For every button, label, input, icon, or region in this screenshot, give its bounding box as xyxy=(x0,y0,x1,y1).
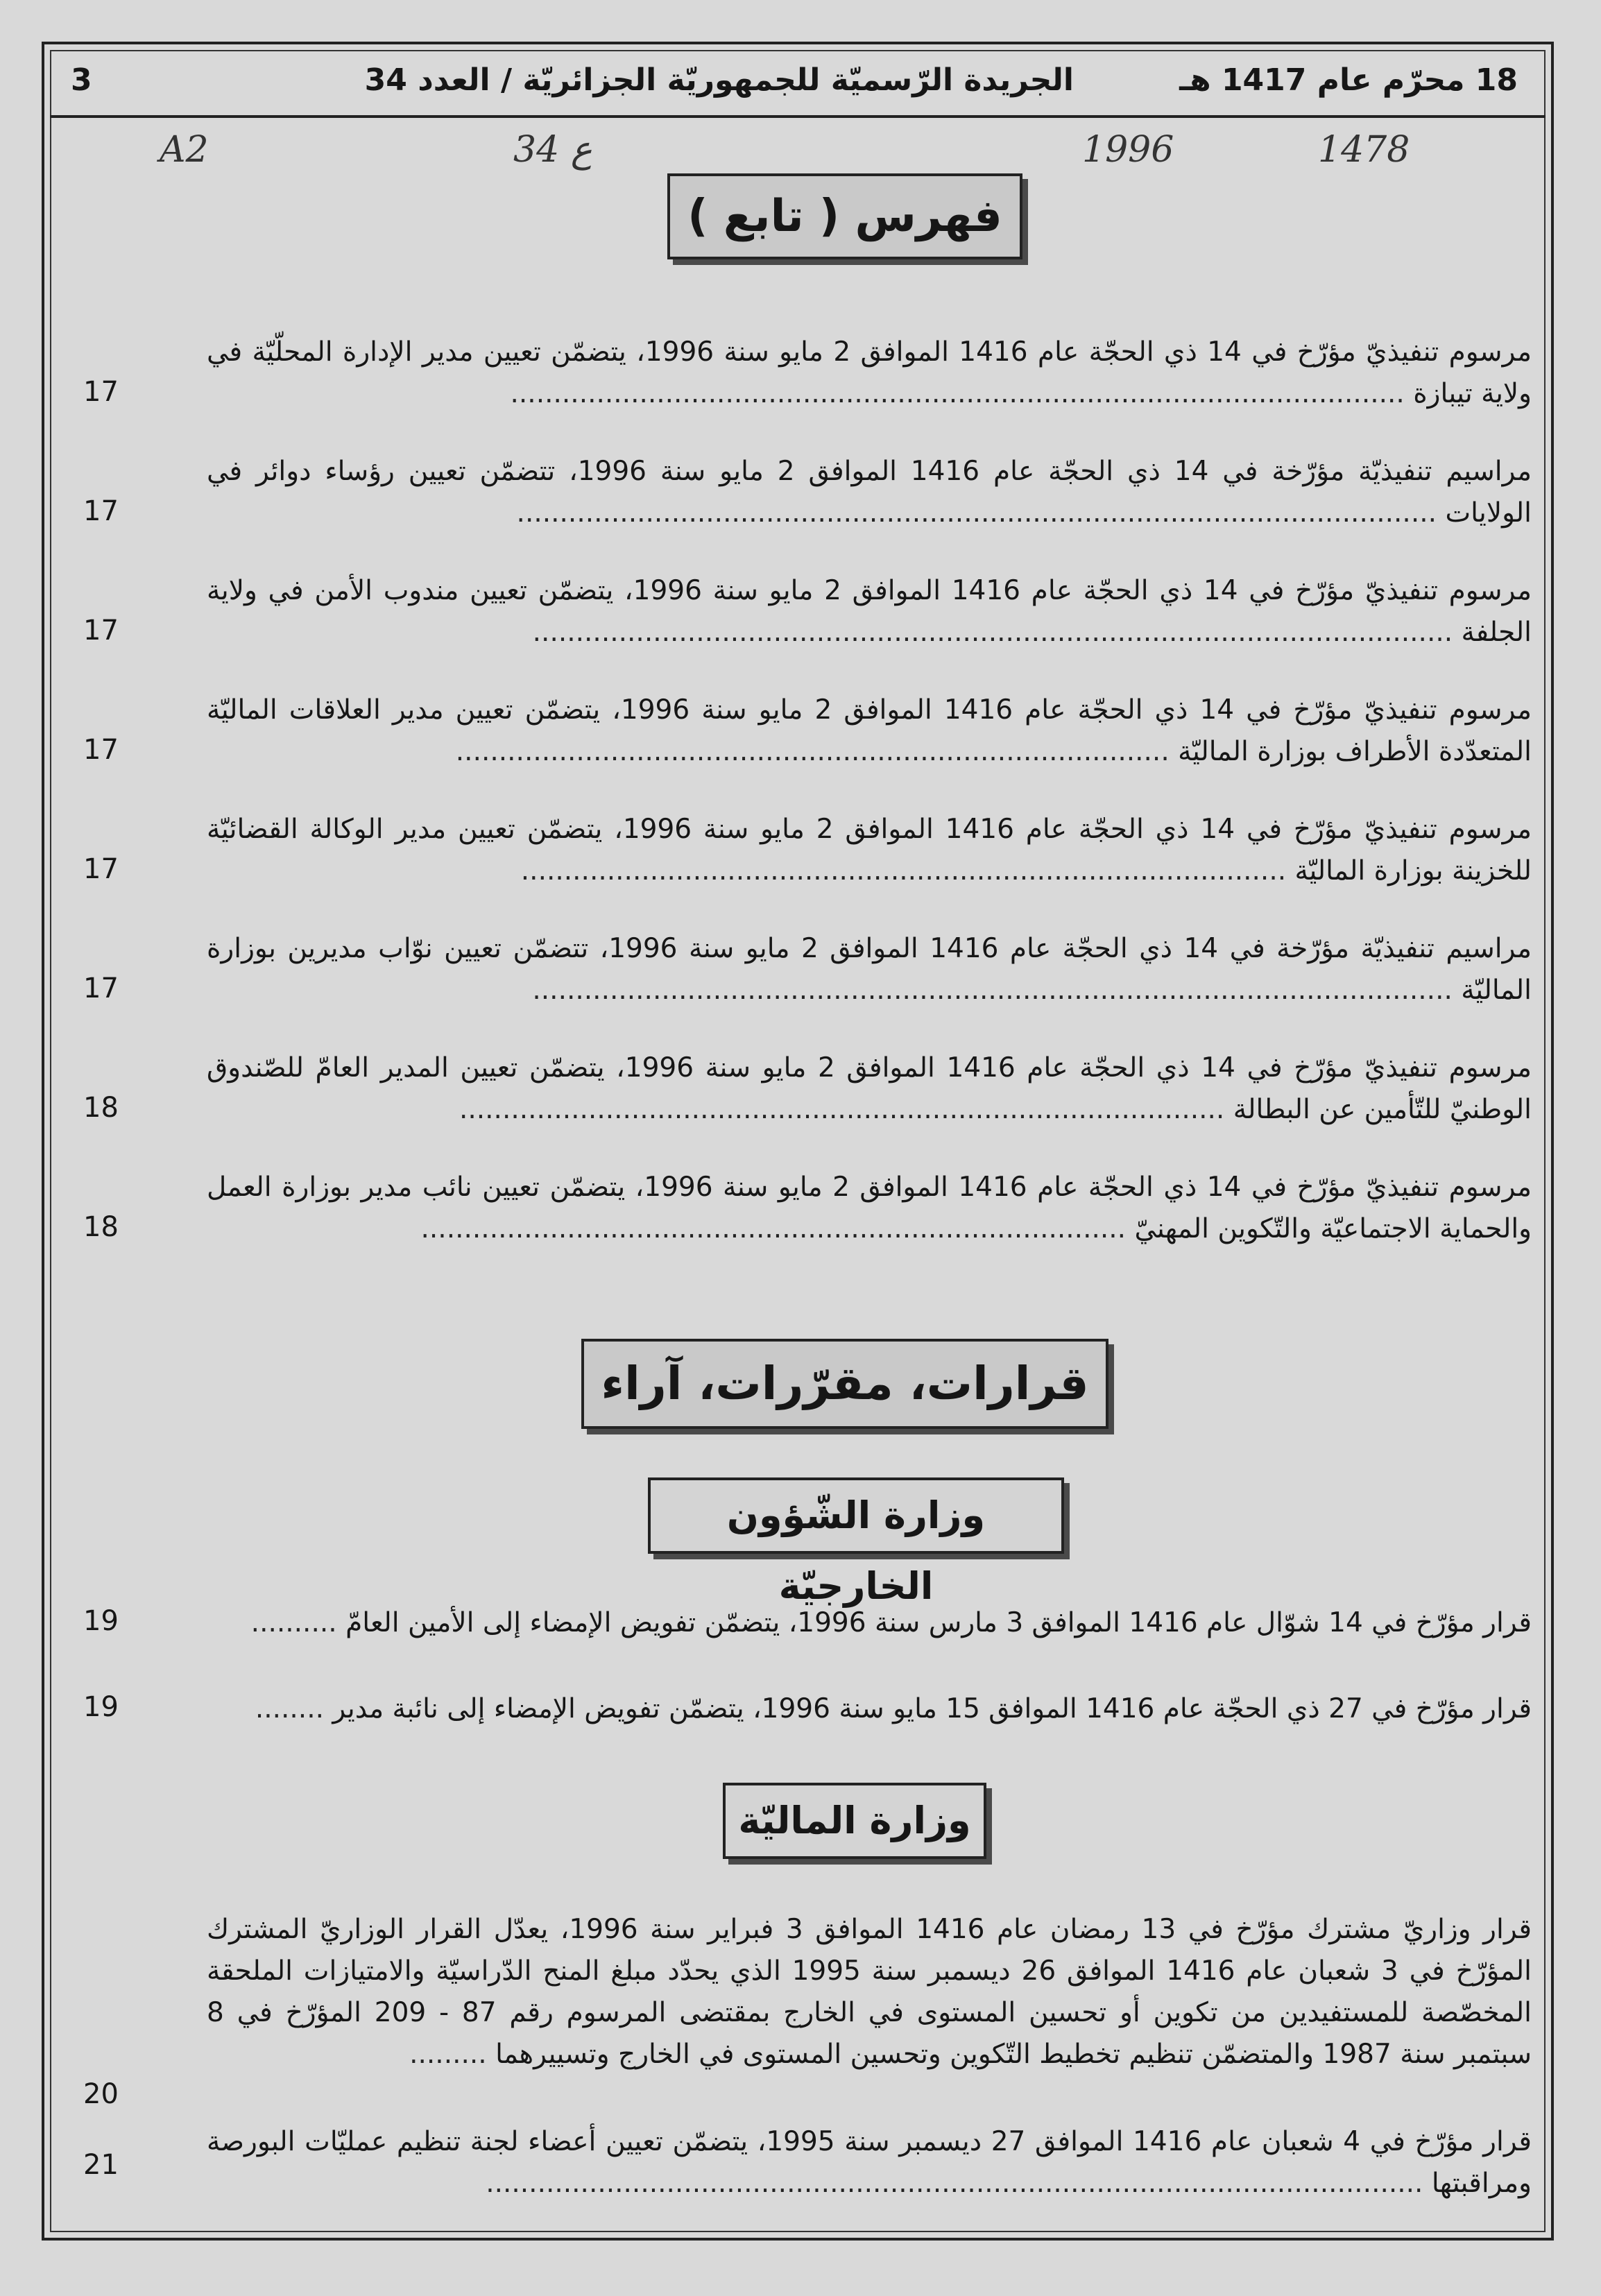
entry-description: مرسوم تنفيذيّ مؤرّخ في 14 ذي الحجّة عام 1416 الموافق 2 مايو سنة 1996، يتضمّن تعيين مدير الوكالة القضائيّة للخزينة بوزارة الماليّة xyxy=(207,814,1532,886)
toc-entry xyxy=(69,1909,1532,2124)
dot-leader: .................................................................................. xyxy=(420,1213,1127,1244)
dot-leader: ................................................................................... xyxy=(455,736,1170,767)
ministry-foreign-affairs-title: وزارة الشّؤون الخارجيّة xyxy=(648,1477,1064,1554)
dot-leader: ............................................................................................................. xyxy=(486,2168,1423,2199)
handwritten-note: ع 34 xyxy=(513,129,592,171)
toc-entry xyxy=(69,1167,1532,1257)
entry-description: قرار مؤرّخ في 4 شعبان عام 1416 الموافق 27 ديسمبر سنة 1995، يتضمّن تعيين أعضاء لجنة تنظيم عمليّات البورصة ومراقبتها xyxy=(207,2126,1532,2199)
entry-description: مراسيم تنفيذيّة مؤرّخة في 14 ذي الحجّة عام 1416 الموافق 2 مايو سنة 1996، تتضمّن تعيين نوّاب مديرين بوزارة الماليّة xyxy=(207,933,1532,1006)
index-title: فهرس ( تابع ) xyxy=(667,173,1022,259)
entry-text xyxy=(207,809,1532,892)
entry-description: قرار مؤرّخ في 14 شوّال عام 1416 الموافق 3 مارس سنة 1996، يتضمّن تفويض الإمضاء إلى الأمين العامّ xyxy=(345,1607,1532,1638)
toc-entry xyxy=(69,809,1532,899)
dot-leader: ........ xyxy=(255,1693,324,1724)
entry-description: مرسوم تنفيذيّ مؤرّخ في 14 ذي الحجّة عام 1416 الموافق 2 مايو سنة 1996، يتضمّن تعيين مندوب الأمن في ولاية الجلفة xyxy=(207,575,1532,648)
entry-text xyxy=(207,1167,1532,1250)
dot-leader: ........................................................................................................... xyxy=(516,497,1437,529)
entry-text xyxy=(207,332,1532,415)
entry-page-number: 17 xyxy=(83,734,119,766)
entry-page-number: 20 xyxy=(83,2078,119,2110)
entry-page-number: 17 xyxy=(83,853,119,885)
handwritten-note: 1478 xyxy=(1318,129,1410,171)
entry-text xyxy=(207,1047,1532,1131)
dot-leader: ......... xyxy=(409,2039,487,2070)
entry-text xyxy=(207,451,1532,534)
entry-description: قرار مؤرّخ في 27 ذي الحجّة عام 1416 الموافق 15 مايو سنة 1996، يتضمّن تفويض الإمضاء إلى نائبة مدير xyxy=(332,1693,1532,1724)
toc-entry xyxy=(69,332,1532,422)
section-decisions-title: قرارات، مقرّرات، آراء xyxy=(581,1339,1108,1429)
entry-text xyxy=(207,1602,1532,1644)
entry-page-number: 18 xyxy=(83,1092,119,1124)
entry-page-number: 18 xyxy=(83,1211,119,1243)
header-date: 18 محرّم عام 1417 هـ xyxy=(1179,62,1518,98)
toc-entry xyxy=(69,1602,1532,1651)
header-page-number: 3 xyxy=(71,62,92,98)
entry-page-number: 21 xyxy=(83,2149,119,2181)
entry-description: مراسيم تنفيذيّة مؤرّخة في 14 ذي الحجّة عام 1416 الموافق 2 مايو سنة 1996، تتضمّن تعيين رؤساء دوائر في الولايات xyxy=(207,456,1532,529)
dot-leader: .......... xyxy=(250,1607,337,1638)
entry-text xyxy=(207,570,1532,653)
entry-description: مرسوم تنفيذيّ مؤرّخ في 14 ذي الحجّة عام 1416 الموافق 2 مايو سنة 1996، يتضمّن تعيين مدير العلاقات الماليّة المتعدّدة الأطراف بوزارة الماليّة xyxy=(207,694,1532,767)
toc-entry xyxy=(69,1688,1532,1737)
entry-text xyxy=(207,928,1532,1011)
dot-leader: ........................................................................................................... xyxy=(532,975,1453,1006)
toc-entry xyxy=(69,451,1532,541)
entry-description: مرسوم تنفيذيّ مؤرّخ في 14 ذي الحجّة عام 1416 الموافق 2 مايو سنة 1996، يتضمّن تعيين المدير العامّ للصّندوق الوطنيّ للتّأمين عن البطالة xyxy=(207,1052,1532,1125)
entry-page-number: 17 xyxy=(83,376,119,408)
header-title: الجريدة الرّسميّة للجمهوريّة الجزائريّة / العدد 34 xyxy=(364,62,1074,98)
entry-text xyxy=(207,689,1532,773)
toc-entry xyxy=(69,570,1532,660)
entry-text xyxy=(207,1909,1532,2075)
toc-entry xyxy=(69,1047,1532,1138)
entry-page-number: 17 xyxy=(83,615,119,646)
dot-leader: ........................................................................................................... xyxy=(532,617,1453,648)
handwritten-note: 1996 xyxy=(1082,129,1174,171)
dot-leader: ......................................................................................... xyxy=(459,1094,1225,1125)
toc-entry xyxy=(69,689,1532,780)
handwritten-note: A2 xyxy=(160,129,209,171)
ministry-finance-title: وزارة الماليّة xyxy=(723,1783,986,1859)
entry-page-number: 19 xyxy=(83,1605,119,1637)
entry-description: قرار وزاريّ مشترك مؤرّخ في 13 رمضان عام 1416 الموافق 3 فبراير سنة 1996، يعدّل القرار الوزاريّ المشترك المؤرّخ في 3 شعبان عام 1416 الموافق 26 ديسمبر سنة 1995 الذي يحدّد مبلغ المنح الدّراسيّة والامتيازات الملحقة المخصّصة للمستفيدين من تكوين أو تحسين المستوى في الخارج بمقتضى المرسوم رقم 87 - 209 المؤرّخ في 8 سبتمبر سنة 1987 والمتضمّن تنظيم تخطيط التّكوين وتحسين المستوى في الخارج وتسييرهما xyxy=(207,1914,1532,2070)
toc-entry xyxy=(69,928,1532,1018)
running-header xyxy=(50,50,1546,118)
entry-description: مرسوم تنفيذيّ مؤرّخ في 14 ذي الحجّة عام 1416 الموافق 2 مايو سنة 1996، يتضمّن تعيين نائب مدير بوزارة العمل والحماية الاجتماعيّة والتّكوين المهنيّ xyxy=(207,1172,1532,1244)
dot-leader: ........................................................................................................ xyxy=(510,378,1405,409)
entry-page-number: 17 xyxy=(83,973,119,1004)
entry-page-number: 17 xyxy=(83,495,119,527)
entry-page-number: 19 xyxy=(83,1691,119,1723)
dot-leader: ......................................................................................... xyxy=(520,855,1287,886)
entry-description: مرسوم تنفيذيّ مؤرّخ في 14 ذي الحجّة عام 1416 الموافق 2 مايو سنة 1996، يتضمّن تعيين مدير الإدارة المحلّيّة في ولاية تيبازة xyxy=(207,336,1532,409)
entry-text xyxy=(207,1688,1532,1730)
entry-text xyxy=(207,2121,1532,2204)
toc-entry xyxy=(69,2121,1532,2211)
